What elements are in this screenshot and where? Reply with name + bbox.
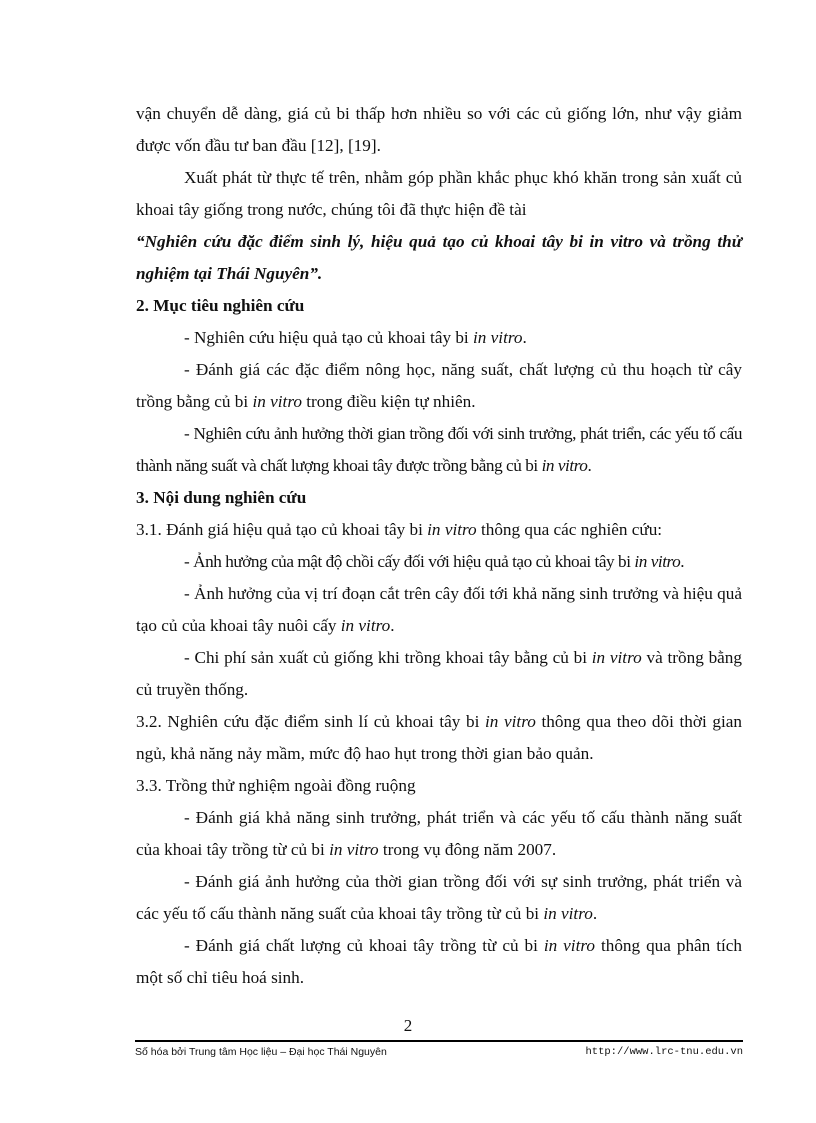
list-item: - Ảnh hưởng của mật độ chồi cấy đối với hiệu quả tạo củ khoai tây bi in vitro. (184, 552, 685, 571)
list-item: - Đánh giá ảnh hưởng của thời gian trồng đối với sự sinh trưởng, phát triển và các yếu tố cấu thành năng suất của khoai tây trồng từ củ bi in vitro. (136, 872, 742, 923)
section-heading: 2. Mục tiêu nghiên cứu (136, 296, 305, 315)
subsection: 3.3. Trồng thử nghiệm ngoài đồng ruộng (136, 776, 416, 795)
list-item: - Chi phí sản xuất củ giống khi trồng khoai tây bằng củ bi in vitro và trồng bằng củ truyền thống. (136, 648, 742, 699)
thesis-title: “Nghiên cứu đặc điểm sinh lý, hiệu quả tạo củ khoai tây bi in vitro và trồng thử nghiệm tại Thái Nguyên”. (136, 232, 742, 283)
subsection: 3.2. Nghiên cứu đặc điểm sinh lí củ khoai tây bi in vitro thông qua theo dõi thời gian ngủ, khả năng nảy mầm, mức độ hao hụt trong thời gian bảo quản. (136, 712, 742, 763)
footer-source: Số hóa bởi Trung tâm Học liệu – Đại học Thái Nguyên (135, 1046, 387, 1058)
list-item: - Nghiên cứu hiệu quả tạo củ khoai tây bi in vitro. (184, 328, 527, 347)
subsection: 3.1. Đánh giá hiệu quả tạo củ khoai tây bi in vitro thông qua các nghiên cứu: (136, 520, 663, 539)
document-body (136, 98, 742, 994)
page-number: 2 (403, 1016, 413, 1035)
footer-divider (135, 1040, 743, 1042)
list-item: - Đánh giá chất lượng củ khoai tây trồng từ củ bi in vitro thông qua phân tích một số chỉ tiêu hoá sinh. (136, 936, 742, 987)
section-heading: 3. Nội dung nghiên cứu (136, 488, 307, 507)
paragraph: Xuất phát từ thực tế trên, nhằm góp phần khắc phục khó khăn trong sản xuất củ khoai tây giống trong nước, chúng tôi đã thực hiện đề tài (136, 168, 742, 219)
footer-url: http://www.lrc-tnu.edu.vn (585, 1046, 743, 1058)
list-item: - Đánh giá khả năng sinh trưởng, phát triển và các yếu tố cấu thành năng suất của khoai tây trồng từ củ bi in vitro trong vụ đông năm 2007. (136, 808, 742, 859)
paragraph: vận chuyển dễ dàng, giá củ bi thấp hơn nhiều so với các củ giống lớn, như vậy giảm được vốn đầu tư ban đầu [12], [19]. (136, 104, 742, 155)
list-item: - Ảnh hưởng của vị trí đoạn cắt trên cây đối tới khả năng sinh trưởng và hiệu quả tạo củ của khoai tây nuôi cấy in vitro. (136, 584, 742, 635)
list-item: - Nghiên cứu ảnh hưởng thời gian trồng đối với sinh trưởng, phát triển, các yếu tố cấu thành năng suất và chất lượng khoai tây được trồng bằng củ bi in vitro. (136, 424, 742, 475)
list-item: - Đánh giá các đặc điểm nông học, năng suất, chất lượng củ thu hoạch từ cây trồng bằng củ bi in vitro trong điều kiện tự nhiên. (136, 360, 742, 411)
page-footer (135, 1046, 743, 1058)
